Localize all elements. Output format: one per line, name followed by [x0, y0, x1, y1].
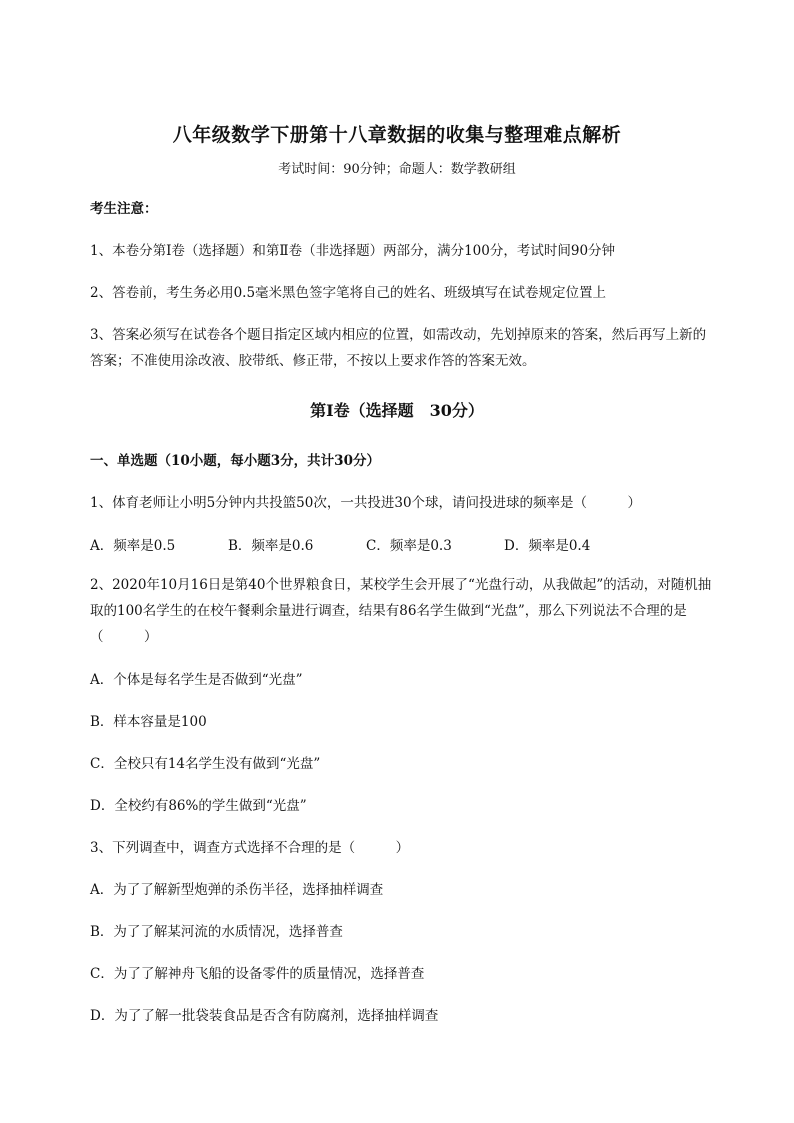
part1-title: 第I卷（选择题 30分） [310, 401, 484, 420]
page-subtitle: 考试时间：90分钟；命题人：数学教研组 [278, 162, 516, 177]
question-3-option-b[interactable]: B．为了了解某河流的水质情况，选择普查 [90, 924, 343, 940]
notice-item-2: 2、答卷前，考生务必用0.5毫米黑色签字笔将自己的姓名、班级填写在试卷规定位置上 [90, 285, 607, 301]
question-2-option-d[interactable]: D．全校约有86%的学生做到“光盘” [90, 798, 307, 814]
question-1-option-b[interactable]: B．频率是0.6 [228, 538, 314, 554]
page-title: 八年级数学下册第十八章数据的收集与整理难点解析 [172, 124, 622, 146]
question-1-option-d[interactable]: D．频率是0.4 [504, 538, 591, 554]
question-3-option-a[interactable]: A．为了了解新型炮弹的杀伤半径，选择抽样调查 [90, 882, 384, 898]
question-3-stem: 3、下列调查中，调查方式选择不合理的是（ ） [90, 840, 410, 856]
question-2-option-b[interactable]: B．样本容量是100 [90, 714, 207, 730]
notice-item-3: 3、答案必须写在试卷各个题目指定区域内相应的位置，如需改动，先划掉原来的答案，然后再写上新的答案；不准使用涂改液、胶带纸、修正带，不按以上要求作答的答案无效。 [90, 327, 707, 369]
question-2-option-a[interactable]: A．个体是每名学生是否做到“光盘” [90, 672, 303, 688]
question-1-stem: 1、体育老师让小明5分钟内共投篮50次，一共投进30个球，请问投进球的频率是（ ） [90, 495, 642, 511]
question-3-option-c[interactable]: C．为了了解神舟飞船的设备零件的质量情况，选择普查 [90, 966, 425, 982]
notice-heading: 考生注意： [90, 201, 158, 217]
section-heading: 一、单选题（10小题，每小题3分，共计30分） [90, 453, 380, 469]
question-2-stem: 2、2020年10月16日是第40个世界粮食日，某校学生会开展了“光盘行动，从我做起”的活动，对随机抽取的100名学生的在校午餐剩余量进行调查，结果有86名学生做到“光盘”，那么下列说法不合理的是（ ） [90, 577, 712, 645]
question-2-option-c[interactable]: C．全校只有14名学生没有做到“光盘” [90, 756, 321, 772]
question-3-option-d[interactable]: D．为了了解一批袋装食品是否含有防腐剂，选择抽样调查 [90, 1008, 439, 1024]
question-1-options [90, 533, 750, 559]
notice-item-1: 1、本卷分第I卷（选择题）和第Ⅱ卷（非选择题）两部分，满分100分，考试时间90分钟 [90, 243, 616, 259]
question-1-option-a[interactable]: A．频率是0.5 [90, 538, 176, 554]
question-1-option-c[interactable]: C．频率是0.3 [366, 538, 452, 554]
